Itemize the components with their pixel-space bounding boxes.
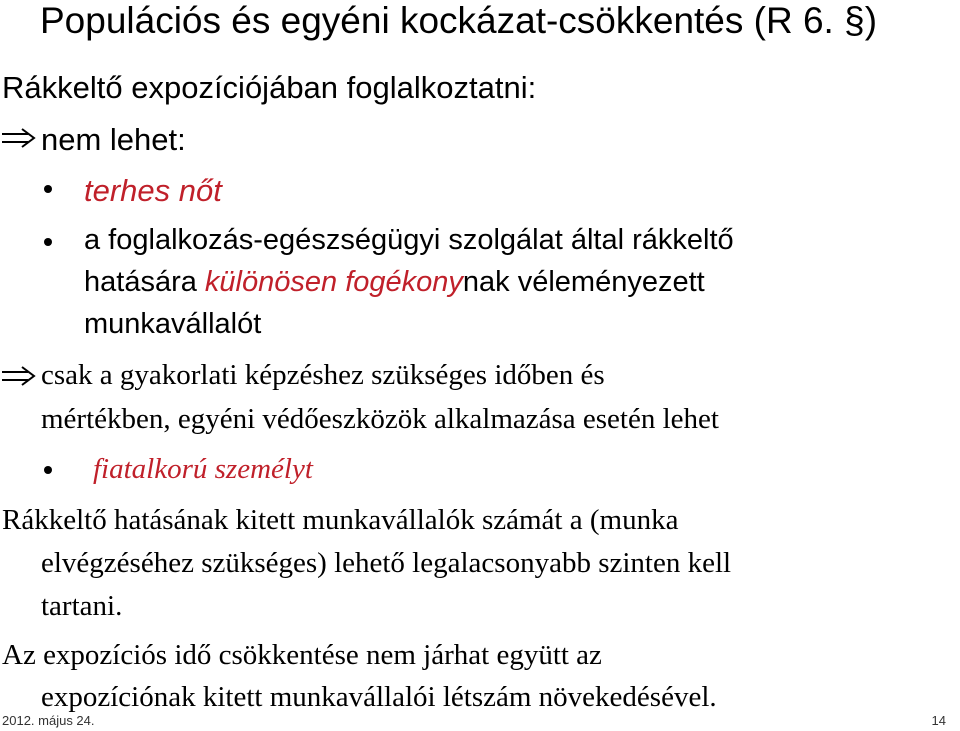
bullet-susceptible-line3: munkavállalót: [84, 308, 262, 340]
bullet-minor: fiatalkorú személyt: [93, 453, 313, 485]
footer-date: 2012. május 24.: [2, 713, 95, 728]
para1-line3: tartani.: [41, 590, 123, 622]
not-allowed-heading: nem lehet:: [41, 122, 186, 157]
double-arrow-icon: [2, 366, 36, 386]
text-segment: nak véleményezett: [462, 266, 705, 298]
bullet-icon: [44, 238, 52, 246]
bullet-susceptible-line2: [84, 268, 705, 297]
only-if-line1: csak a gyakorlati képzéshez szükséges időben és: [41, 359, 605, 391]
page-number: 14: [931, 713, 946, 728]
bullet-susceptible-line1: a foglalkozás-egészségügyi szolgálat által rákkeltő: [84, 224, 734, 256]
para1-line2: elvégzéséhez szükséges) lehető legalacsonyabb szinten kell: [41, 547, 732, 579]
intro-text: Rákkeltő expozíciójában foglalkoztatni:: [2, 70, 537, 105]
bullet-icon: [44, 466, 52, 474]
para2-line1: Az expozíciós idő csökkentése nem járhat együtt az: [2, 639, 602, 671]
para2-line2: expozíciónak kitett munkavállalói létszám növekedésével.: [41, 681, 717, 713]
emphasis-text: különösen fogékony: [204, 266, 463, 298]
slide-title: Populációs és egyéni kockázat-csökkentés (R 6. §): [40, 0, 878, 41]
double-arrow-icon: [2, 128, 36, 148]
bullet-pregnant: terhes nőt: [84, 173, 222, 208]
para1-line1: Rákkeltő hatásának kitett munkavállalók számát a (munka: [2, 504, 679, 536]
text-segment: hatására: [84, 266, 205, 298]
bullet-icon: [44, 185, 52, 193]
only-if-line2: mértékben, egyéni védőeszközök alkalmazása esetén lehet: [41, 403, 719, 435]
